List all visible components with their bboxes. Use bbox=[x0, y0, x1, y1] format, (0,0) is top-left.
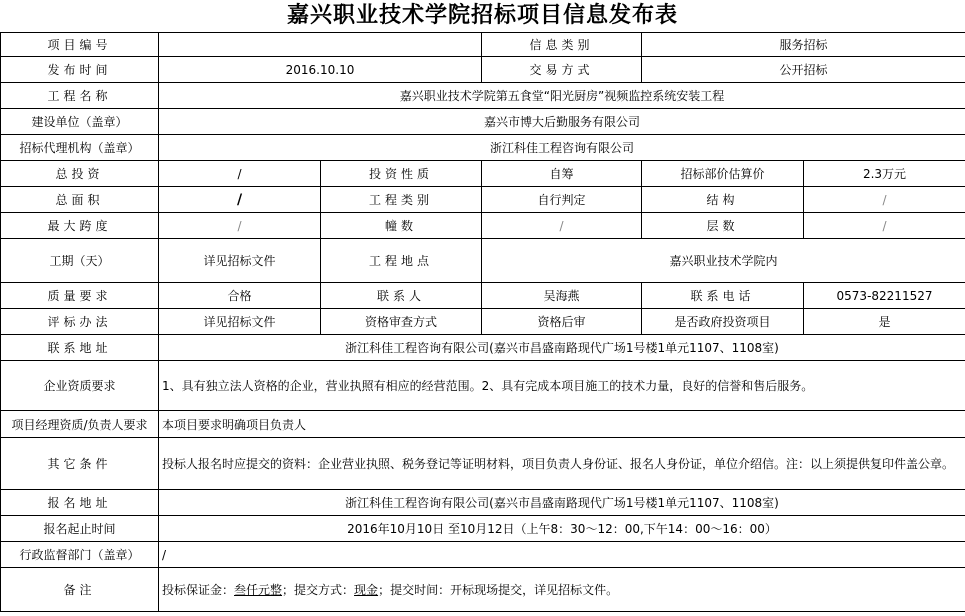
info-type-label: 信息类别 bbox=[482, 33, 642, 57]
project-no-label: 项目编号 bbox=[1, 33, 159, 57]
reg-period-value: 2016年10月10日 至10月12日（上午8：30～12：00,下午14：00～16：00） bbox=[159, 516, 965, 542]
gov-invest-value: 是 bbox=[804, 309, 965, 335]
structure-value: / bbox=[804, 187, 965, 213]
reg-address-label: 报名地址 bbox=[1, 490, 159, 516]
enterprise-qual-label: 企业资质要求 bbox=[1, 361, 159, 411]
phone-label: 联系电话 bbox=[642, 283, 804, 309]
invest-nature-value: 自筹 bbox=[482, 161, 642, 187]
project-type-value: 自行判定 bbox=[482, 187, 642, 213]
period-label: 工期（天） bbox=[1, 239, 159, 283]
reg-address-value: 浙江科佳工程咨询有限公司(嘉兴市昌盛南路现代广场1号楼1单元1107、1108室) bbox=[159, 490, 965, 516]
quality-label: 质量要求 bbox=[1, 283, 159, 309]
phone-value: 0573-82211527 bbox=[804, 283, 965, 309]
publish-time-value: 2016.10.10 bbox=[159, 57, 482, 83]
remark-time: ；提交时间：开标现场提交，详见招标文件。 bbox=[378, 583, 619, 597]
project-type-label: 工程类别 bbox=[321, 187, 482, 213]
trade-method-value: 公开招标 bbox=[642, 57, 965, 83]
manager-qual-label: 项目经理资质/负责人要求 bbox=[1, 411, 159, 438]
total-invest-label: 总投资 bbox=[1, 161, 159, 187]
info-type-value: 服务招标 bbox=[642, 33, 965, 57]
manager-qual-value: 本项目要求明确项目负责人 bbox=[159, 411, 965, 438]
enterprise-qual-value: 1、具有独立法人资格的企业，营业执照有相应的经营范围。2、具有完成本项目施工的技术力量，良好的信誉和售后服务。 bbox=[159, 361, 965, 411]
remark-label: 备注 bbox=[1, 568, 159, 612]
gov-invest-label: 是否政府投资项目 bbox=[642, 309, 804, 335]
info-table bbox=[0, 32, 965, 612]
buildings-label: 幢数 bbox=[321, 213, 482, 239]
builder-label: 建设单位（盖章） bbox=[1, 109, 159, 135]
publish-time-label: 发布时间 bbox=[1, 57, 159, 83]
floors-value: / bbox=[804, 213, 965, 239]
location-label: 工程地点 bbox=[321, 239, 482, 283]
estimate-label: 招标部价估算价 bbox=[642, 161, 804, 187]
remark-value bbox=[159, 568, 965, 612]
other-value: 投标人报名时应提交的资料：企业营业执照、税务登记等证明材料，项目负责人身份证、报名人身份证，单位介绍信。注：以上须提供复印件盖公章。 bbox=[159, 438, 965, 490]
other-label: 其它条件 bbox=[1, 438, 159, 490]
contact-address-value: 浙江科佳工程咨询有限公司(嘉兴市昌盛南路现代广场1号楼1单元1107、1108室) bbox=[159, 335, 965, 361]
floors-label: 层数 bbox=[642, 213, 804, 239]
remark-method: 现金 bbox=[354, 583, 379, 597]
remark-method-prefix: ；提交方式： bbox=[282, 583, 355, 597]
supervision-label: 行政监督部门（盖章） bbox=[1, 542, 159, 568]
remark-deposit-amount: 叁仟元整 bbox=[234, 583, 283, 597]
eval-method-label: 评标办法 bbox=[1, 309, 159, 335]
supervision-value: / bbox=[159, 542, 965, 568]
contact-person-value: 吴海燕 bbox=[482, 283, 642, 309]
reg-period-label: 报名起止时间 bbox=[1, 516, 159, 542]
builder-value: 嘉兴市博大后勤服务有限公司 bbox=[159, 109, 965, 135]
project-name-label: 工程名称 bbox=[1, 83, 159, 109]
contact-address-label: 联系地址 bbox=[1, 335, 159, 361]
remark-deposit-prefix: 投标保证金： bbox=[162, 583, 235, 597]
quality-value: 合格 bbox=[159, 283, 321, 309]
agency-label: 招标代理机构（盖章） bbox=[1, 135, 159, 161]
project-name-value: 嘉兴职业技术学院第五食堂“阳光厨房”视频监控系统安装工程 bbox=[159, 83, 965, 109]
qual-review-label: 资格审查方式 bbox=[321, 309, 482, 335]
max-span-label: 最大跨度 bbox=[1, 213, 159, 239]
total-area-label: 总面积 bbox=[1, 187, 159, 213]
buildings-value: / bbox=[482, 213, 642, 239]
qual-review-value: 资格后审 bbox=[482, 309, 642, 335]
structure-label: 结构 bbox=[642, 187, 804, 213]
total-area-value: / bbox=[159, 187, 321, 213]
estimate-value: 2.3万元 bbox=[804, 161, 965, 187]
eval-method-value: 详见招标文件 bbox=[159, 309, 321, 335]
total-invest-value: / bbox=[159, 161, 321, 187]
page-title: 嘉兴职业技术学院招标项目信息发布表 bbox=[286, 3, 678, 28]
contact-person-label: 联系人 bbox=[321, 283, 482, 309]
project-no-value bbox=[159, 33, 482, 57]
trade-method-label: 交易方式 bbox=[482, 57, 642, 83]
agency-value: 浙江科佳工程咨询有限公司 bbox=[159, 135, 965, 161]
period-value: 详见招标文件 bbox=[159, 239, 321, 283]
max-span-value: / bbox=[159, 213, 321, 239]
location-value: 嘉兴职业技术学院内 bbox=[482, 239, 965, 283]
invest-nature-label: 投资性质 bbox=[321, 161, 482, 187]
